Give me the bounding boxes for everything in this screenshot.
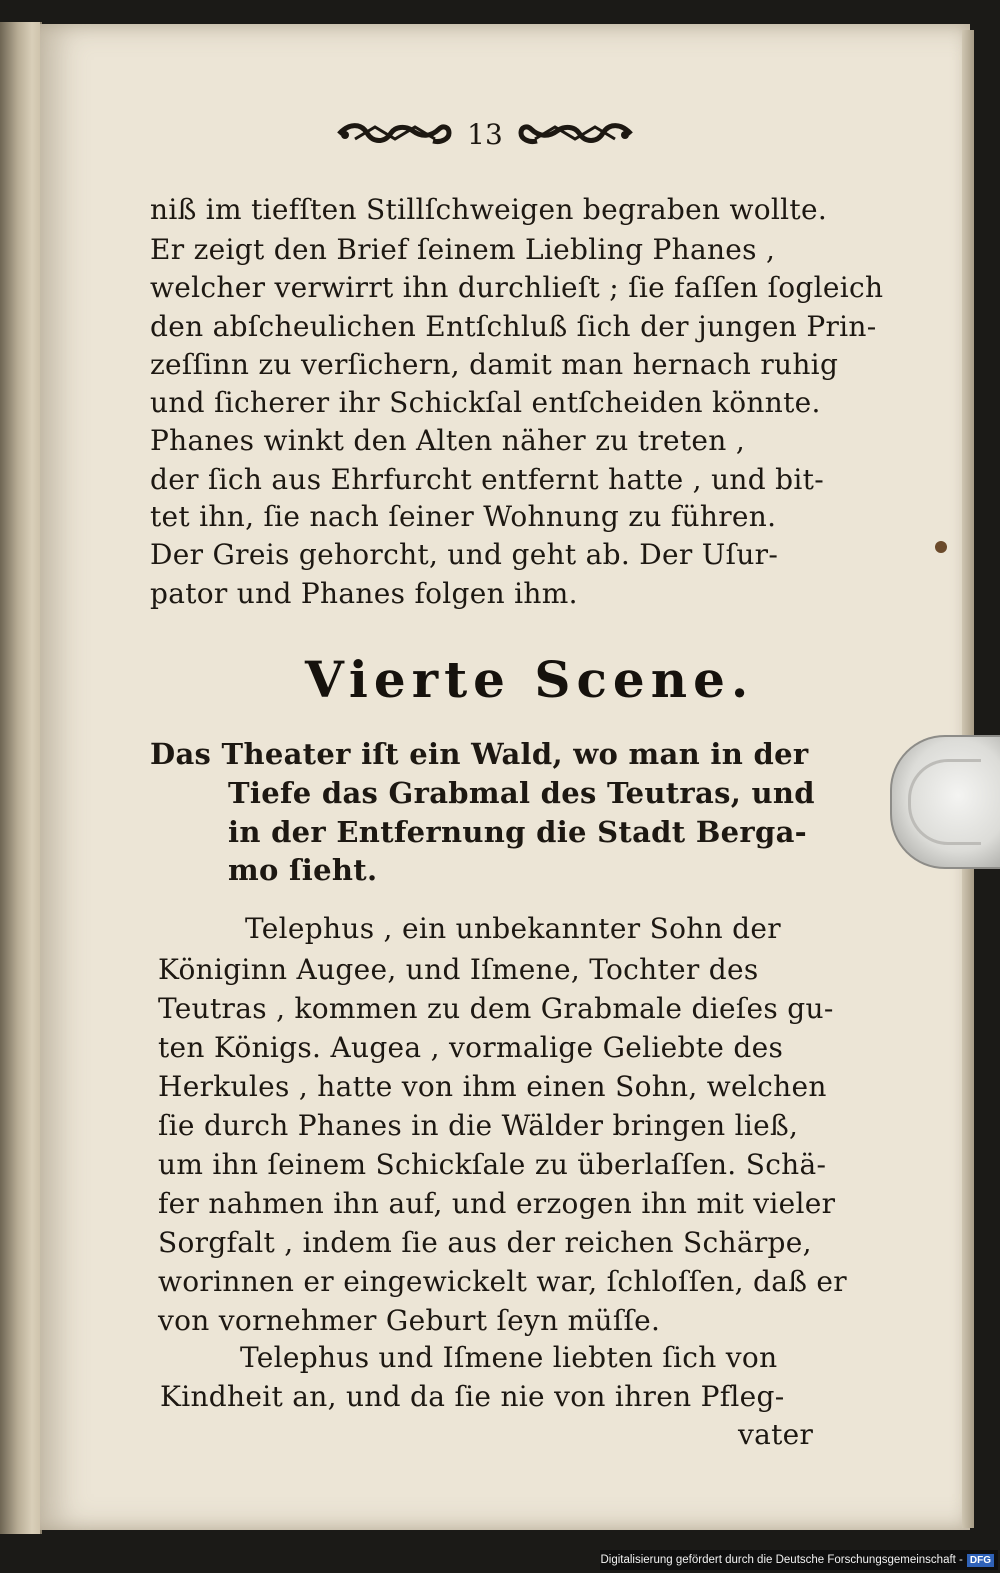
text-line: Sorgfalt , indem ſie aus der reichen Schärpe, <box>158 1226 812 1259</box>
right-ornament-icon <box>517 121 635 147</box>
text-line: niß im tiefſten Stillſchweigen begraben wollte. <box>150 193 828 226</box>
page-header <box>330 112 640 156</box>
stage-direction-line: mo ſieht. <box>228 853 378 887</box>
text-line: Königinn Augee, und Iſmene, Tochter des <box>158 953 759 986</box>
text-line: Phanes winkt den Alten näher zu treten , <box>150 424 746 457</box>
page-clip-icon <box>890 735 1000 869</box>
footer-text: Digitalisierung gefördert durch die Deutsche Forschungsgemeinschaft - <box>600 1554 963 1566</box>
stage-direction-line: Tiefe das Grabmal des Teutras, und <box>228 776 815 810</box>
text-line: worinnen er eingewickelt war, ſchloſſen, daß er <box>158 1265 847 1298</box>
page-clip-inner <box>908 759 981 845</box>
text-line: zeſſinn zu verſichern, damit man hernach ruhig <box>150 348 839 381</box>
digitization-footer <box>600 1550 998 1570</box>
text-line: pator und Phanes folgen ihm. <box>150 577 578 610</box>
book-spine-edge <box>0 22 42 1534</box>
paper-stain <box>935 541 947 553</box>
text-line: Er zeigt den Brief ſeinem Liebling Phanes , <box>150 233 776 266</box>
text-line: welcher verwirrt ihn durchlieſt ; ſie faſſen ſogleich <box>150 271 884 304</box>
text-line: fer nahmen ihn auf, und erzogen ihn mit vieler <box>158 1187 836 1220</box>
dfg-logo-icon: DFG <box>967 1554 994 1567</box>
text-line: und ſicherer ihr Schickſal entſcheiden könnte. <box>150 386 821 419</box>
text-line: Telephus , ein unbekannter Sohn der <box>245 912 781 945</box>
text-line: der ſich aus Ehrfurcht entfernt hatte , und bit- <box>150 463 824 496</box>
stage-direction-line: Das Theater iſt ein Wald, wo man in der <box>150 737 809 771</box>
text-line: den abſcheulichen Entſchluß ſich der jungen Prin- <box>150 310 877 343</box>
text-line: von vornehmer Geburt ſeyn müſſe. <box>158 1304 661 1337</box>
text-line: Herkules , hatte von ihm einen Sohn, welchen <box>158 1070 827 1103</box>
text-line: Kindheit an, und da ſie nie von ihren Pfleg- <box>160 1380 785 1413</box>
text-line: um ihn ſeinem Schickſale zu überlaſſen. Schä- <box>158 1148 827 1181</box>
stage-direction-line: in der Entfernung die Stadt Berga- <box>228 815 807 849</box>
text-line: Teutras , kommen zu dem Grabmale dieſes gu- <box>158 992 834 1025</box>
left-ornament-icon <box>335 121 453 147</box>
text-line: Der Greis gehorcht, und geht ab. Der Uſur- <box>150 538 779 571</box>
scene-heading: Vierte Scene. <box>305 650 755 709</box>
text-line: ten Königs. Augea , vormalige Geliebte des <box>158 1031 784 1064</box>
text-line: tet ihn, ſie nach ſeiner Wohnung zu führen. <box>150 500 777 533</box>
text-line: ſie durch Phanes in die Wälder bringen ließ, <box>158 1109 799 1142</box>
page-number: 13 <box>467 117 503 151</box>
text-line: Telephus und Iſmene liebten ſich von <box>240 1341 778 1374</box>
catchword: vater <box>738 1418 814 1451</box>
